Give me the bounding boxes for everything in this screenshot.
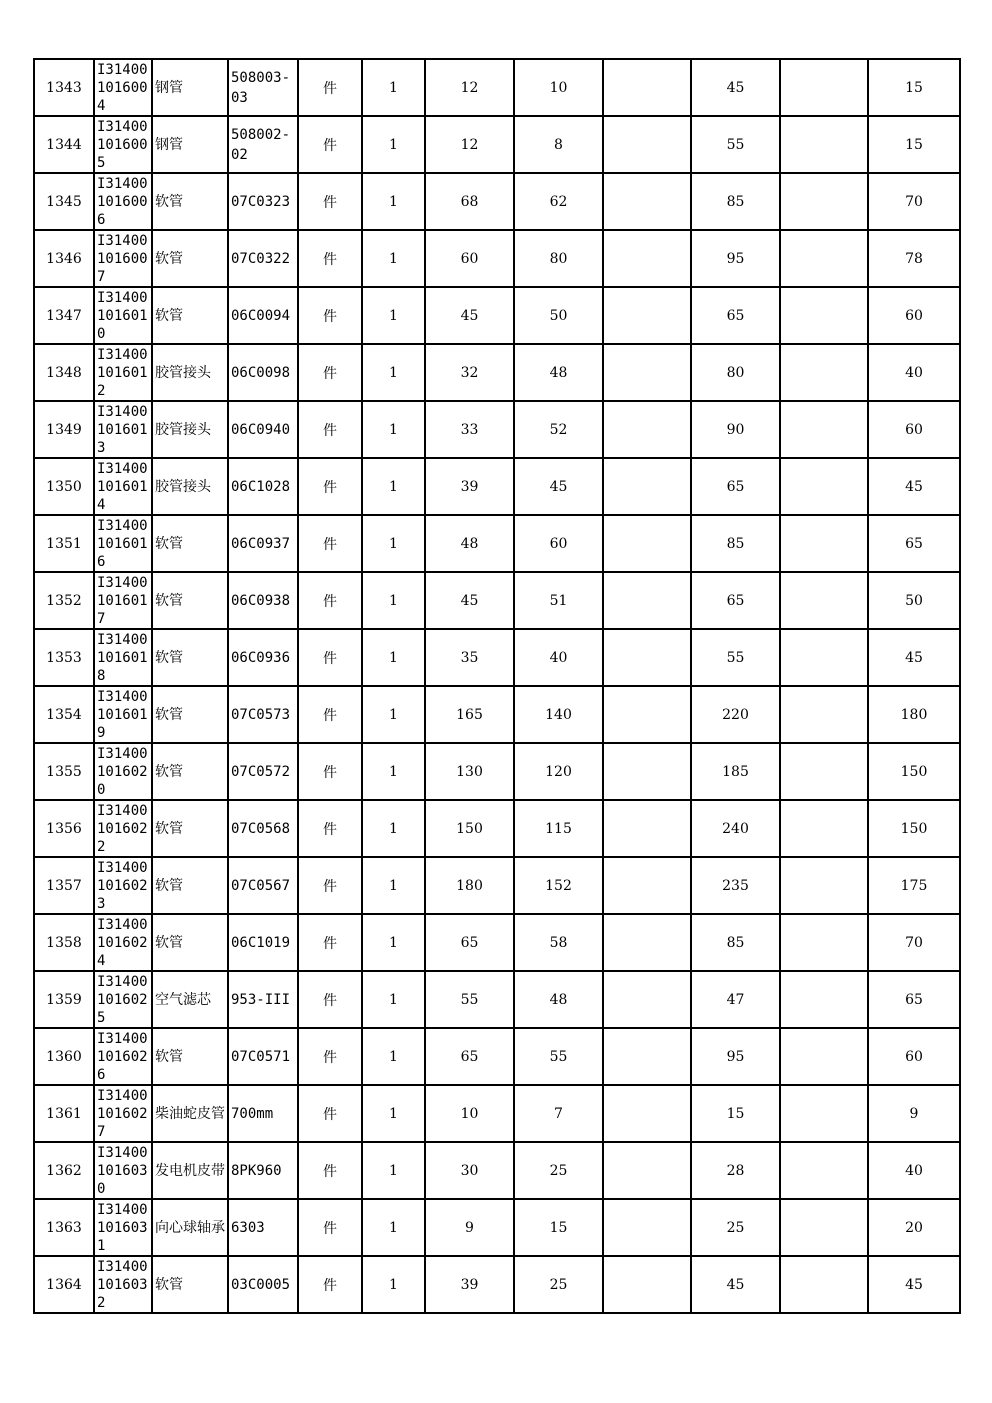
price-2-cell: 115: [514, 800, 603, 857]
price-3-cell: [603, 971, 691, 1028]
price-5-cell: [780, 1256, 868, 1313]
qty-cell: 1: [362, 173, 425, 230]
price-1-cell: 32: [425, 344, 514, 401]
price-3-cell: [603, 116, 691, 173]
name-cell: 软管: [152, 173, 228, 230]
model-cell: 07C0567: [228, 857, 298, 914]
model-cell: 953-III: [228, 971, 298, 1028]
price-1-cell: 48: [425, 515, 514, 572]
price-4-cell: 65: [691, 287, 780, 344]
table-row: [34, 287, 960, 344]
unit-cell: 件: [298, 116, 362, 173]
unit-cell: 件: [298, 629, 362, 686]
seq-cell: 1356: [34, 800, 94, 857]
price-6-cell: 40: [868, 1142, 960, 1199]
code-cell: I314001016017: [94, 572, 152, 629]
name-cell: 钢管: [152, 116, 228, 173]
qty-cell: 1: [362, 287, 425, 344]
price-2-cell: 55: [514, 1028, 603, 1085]
price-4-cell: 90: [691, 401, 780, 458]
name-cell: 胶管接头: [152, 344, 228, 401]
price-5-cell: [780, 1085, 868, 1142]
price-1-cell: 130: [425, 743, 514, 800]
price-6-cell: 15: [868, 59, 960, 116]
price-6-cell: 175: [868, 857, 960, 914]
qty-cell: 1: [362, 458, 425, 515]
price-2-cell: 7: [514, 1085, 603, 1142]
qty-cell: 1: [362, 230, 425, 287]
model-cell: 700mm: [228, 1085, 298, 1142]
price-6-cell: 45: [868, 629, 960, 686]
price-1-cell: 12: [425, 116, 514, 173]
table-row: [34, 344, 960, 401]
unit-cell: 件: [298, 230, 362, 287]
name-cell: 发电机皮带: [152, 1142, 228, 1199]
seq-cell: 1357: [34, 857, 94, 914]
price-1-cell: 39: [425, 1256, 514, 1313]
code-cell: I314001016031: [94, 1199, 152, 1256]
seq-cell: 1345: [34, 173, 94, 230]
price-6-cell: 9: [868, 1085, 960, 1142]
model-cell: 06C0940: [228, 401, 298, 458]
price-6-cell: 45: [868, 458, 960, 515]
price-6-cell: 50: [868, 572, 960, 629]
qty-cell: 1: [362, 800, 425, 857]
table-row: [34, 914, 960, 971]
name-cell: 向心球轴承: [152, 1199, 228, 1256]
name-cell: 软管: [152, 1028, 228, 1085]
model-cell: 07C0322: [228, 230, 298, 287]
price-4-cell: 65: [691, 572, 780, 629]
price-1-cell: 45: [425, 287, 514, 344]
unit-cell: 件: [298, 401, 362, 458]
price-6-cell: 180: [868, 686, 960, 743]
price-5-cell: [780, 59, 868, 116]
price-6-cell: 150: [868, 800, 960, 857]
model-cell: 508002-02: [228, 116, 298, 173]
price-1-cell: 10: [425, 1085, 514, 1142]
price-5-cell: [780, 857, 868, 914]
table-row: [34, 59, 960, 116]
table-row: [34, 401, 960, 458]
unit-cell: 件: [298, 971, 362, 1028]
price-4-cell: 47: [691, 971, 780, 1028]
price-4-cell: 45: [691, 59, 780, 116]
price-5-cell: [780, 173, 868, 230]
price-3-cell: [603, 59, 691, 116]
model-cell: 508003-03: [228, 59, 298, 116]
price-4-cell: 55: [691, 116, 780, 173]
price-3-cell: [603, 1142, 691, 1199]
price-2-cell: 120: [514, 743, 603, 800]
price-5-cell: [780, 629, 868, 686]
price-2-cell: 52: [514, 401, 603, 458]
price-2-cell: 152: [514, 857, 603, 914]
model-cell: 06C0098: [228, 344, 298, 401]
seq-cell: 1360: [34, 1028, 94, 1085]
table-body: [34, 59, 960, 1313]
price-1-cell: 165: [425, 686, 514, 743]
table-row: [34, 971, 960, 1028]
parts-price-table: [33, 58, 961, 1314]
model-cell: 07C0323: [228, 173, 298, 230]
name-cell: 胶管接头: [152, 401, 228, 458]
name-cell: 空气滤芯: [152, 971, 228, 1028]
price-3-cell: [603, 401, 691, 458]
qty-cell: 1: [362, 401, 425, 458]
price-6-cell: 20: [868, 1199, 960, 1256]
seq-cell: 1362: [34, 1142, 94, 1199]
price-5-cell: [780, 401, 868, 458]
price-2-cell: 62: [514, 173, 603, 230]
unit-cell: 件: [298, 287, 362, 344]
model-cell: 06C0936: [228, 629, 298, 686]
code-cell: I314001016026: [94, 1028, 152, 1085]
price-5-cell: [780, 572, 868, 629]
price-4-cell: 28: [691, 1142, 780, 1199]
price-1-cell: 30: [425, 1142, 514, 1199]
seq-cell: 1351: [34, 515, 94, 572]
price-2-cell: 45: [514, 458, 603, 515]
seq-cell: 1348: [34, 344, 94, 401]
unit-cell: 件: [298, 344, 362, 401]
unit-cell: 件: [298, 1028, 362, 1085]
name-cell: 软管: [152, 857, 228, 914]
table-row: [34, 572, 960, 629]
price-5-cell: [780, 287, 868, 344]
unit-cell: 件: [298, 743, 362, 800]
price-5-cell: [780, 458, 868, 515]
price-3-cell: [603, 800, 691, 857]
qty-cell: 1: [362, 686, 425, 743]
price-5-cell: [780, 686, 868, 743]
qty-cell: 1: [362, 59, 425, 116]
model-cell: 06C1028: [228, 458, 298, 515]
price-3-cell: [603, 857, 691, 914]
price-5-cell: [780, 515, 868, 572]
price-4-cell: 95: [691, 230, 780, 287]
unit-cell: 件: [298, 800, 362, 857]
price-6-cell: 15: [868, 116, 960, 173]
price-6-cell: 60: [868, 1028, 960, 1085]
price-5-cell: [780, 1142, 868, 1199]
price-3-cell: [603, 230, 691, 287]
price-4-cell: 85: [691, 914, 780, 971]
table-row: [34, 743, 960, 800]
table-row: [34, 458, 960, 515]
price-2-cell: 140: [514, 686, 603, 743]
price-5-cell: [780, 743, 868, 800]
price-5-cell: [780, 914, 868, 971]
unit-cell: 件: [298, 686, 362, 743]
price-2-cell: 50: [514, 287, 603, 344]
model-cell: 07C0573: [228, 686, 298, 743]
model-cell: 6303: [228, 1199, 298, 1256]
table-row: [34, 686, 960, 743]
table-row: [34, 1142, 960, 1199]
model-cell: 07C0572: [228, 743, 298, 800]
price-5-cell: [780, 344, 868, 401]
unit-cell: 件: [298, 1085, 362, 1142]
table-row: [34, 515, 960, 572]
qty-cell: 1: [362, 857, 425, 914]
code-cell: I314001016023: [94, 857, 152, 914]
price-1-cell: 35: [425, 629, 514, 686]
code-cell: I314001016010: [94, 287, 152, 344]
price-3-cell: [603, 173, 691, 230]
model-cell: 07C0571: [228, 1028, 298, 1085]
code-cell: I314001016024: [94, 914, 152, 971]
price-3-cell: [603, 344, 691, 401]
code-cell: I314001016022: [94, 800, 152, 857]
price-5-cell: [780, 971, 868, 1028]
seq-cell: 1352: [34, 572, 94, 629]
seq-cell: 1350: [34, 458, 94, 515]
price-5-cell: [780, 230, 868, 287]
model-cell: 8PK960: [228, 1142, 298, 1199]
qty-cell: 1: [362, 971, 425, 1028]
table-row: [34, 173, 960, 230]
unit-cell: 件: [298, 572, 362, 629]
seq-cell: 1354: [34, 686, 94, 743]
price-4-cell: 235: [691, 857, 780, 914]
table-row: [34, 857, 960, 914]
unit-cell: 件: [298, 857, 362, 914]
code-cell: I314001016016: [94, 515, 152, 572]
price-4-cell: 85: [691, 515, 780, 572]
seq-cell: 1347: [34, 287, 94, 344]
qty-cell: 1: [362, 1199, 425, 1256]
model-cell: 03C0005: [228, 1256, 298, 1313]
seq-cell: 1349: [34, 401, 94, 458]
price-3-cell: [603, 287, 691, 344]
table-row: [34, 230, 960, 287]
qty-cell: 1: [362, 572, 425, 629]
price-4-cell: 240: [691, 800, 780, 857]
price-5-cell: [780, 1028, 868, 1085]
name-cell: 软管: [152, 629, 228, 686]
price-4-cell: 25: [691, 1199, 780, 1256]
code-cell: I314001016018: [94, 629, 152, 686]
price-3-cell: [603, 914, 691, 971]
name-cell: 钢管: [152, 59, 228, 116]
code-cell: I314001016025: [94, 971, 152, 1028]
table-row: [34, 1085, 960, 1142]
price-4-cell: 95: [691, 1028, 780, 1085]
price-6-cell: 70: [868, 173, 960, 230]
price-5-cell: [780, 116, 868, 173]
price-4-cell: 85: [691, 173, 780, 230]
unit-cell: 件: [298, 1199, 362, 1256]
qty-cell: 1: [362, 344, 425, 401]
price-1-cell: 39: [425, 458, 514, 515]
price-2-cell: 48: [514, 971, 603, 1028]
model-cell: 06C0094: [228, 287, 298, 344]
price-3-cell: [603, 458, 691, 515]
price-3-cell: [603, 515, 691, 572]
code-cell: I314001016004: [94, 59, 152, 116]
price-1-cell: 65: [425, 914, 514, 971]
price-4-cell: 65: [691, 458, 780, 515]
price-6-cell: 45: [868, 1256, 960, 1313]
price-6-cell: 60: [868, 287, 960, 344]
price-3-cell: [603, 743, 691, 800]
price-1-cell: 65: [425, 1028, 514, 1085]
price-6-cell: 150: [868, 743, 960, 800]
price-2-cell: 8: [514, 116, 603, 173]
price-6-cell: 65: [868, 515, 960, 572]
table-row: [34, 800, 960, 857]
price-6-cell: 70: [868, 914, 960, 971]
name-cell: 软管: [152, 515, 228, 572]
table-row: [34, 1256, 960, 1313]
name-cell: 软管: [152, 743, 228, 800]
name-cell: 软管: [152, 800, 228, 857]
price-3-cell: [603, 1028, 691, 1085]
seq-cell: 1344: [34, 116, 94, 173]
qty-cell: 1: [362, 914, 425, 971]
qty-cell: 1: [362, 515, 425, 572]
price-1-cell: 9: [425, 1199, 514, 1256]
price-6-cell: 60: [868, 401, 960, 458]
price-1-cell: 12: [425, 59, 514, 116]
price-2-cell: 80: [514, 230, 603, 287]
seq-cell: 1364: [34, 1256, 94, 1313]
code-cell: I314001016005: [94, 116, 152, 173]
price-6-cell: 40: [868, 344, 960, 401]
price-6-cell: 65: [868, 971, 960, 1028]
price-2-cell: 48: [514, 344, 603, 401]
table-row: [34, 116, 960, 173]
price-1-cell: 180: [425, 857, 514, 914]
price-4-cell: 220: [691, 686, 780, 743]
model-cell: 06C1019: [228, 914, 298, 971]
price-1-cell: 33: [425, 401, 514, 458]
seq-cell: 1363: [34, 1199, 94, 1256]
unit-cell: 件: [298, 173, 362, 230]
price-3-cell: [603, 686, 691, 743]
unit-cell: 件: [298, 914, 362, 971]
price-3-cell: [603, 1085, 691, 1142]
price-4-cell: 15: [691, 1085, 780, 1142]
price-5-cell: [780, 1199, 868, 1256]
price-2-cell: 15: [514, 1199, 603, 1256]
name-cell: 软管: [152, 686, 228, 743]
qty-cell: 1: [362, 1142, 425, 1199]
model-cell: 06C0938: [228, 572, 298, 629]
unit-cell: 件: [298, 1142, 362, 1199]
price-1-cell: 68: [425, 173, 514, 230]
qty-cell: 1: [362, 1028, 425, 1085]
code-cell: I314001016032: [94, 1256, 152, 1313]
price-3-cell: [603, 572, 691, 629]
code-cell: I314001016013: [94, 401, 152, 458]
qty-cell: 1: [362, 743, 425, 800]
name-cell: 柴油蛇皮管: [152, 1085, 228, 1142]
price-2-cell: 25: [514, 1142, 603, 1199]
code-cell: I314001016006: [94, 173, 152, 230]
price-2-cell: 51: [514, 572, 603, 629]
model-cell: 06C0937: [228, 515, 298, 572]
price-2-cell: 25: [514, 1256, 603, 1313]
qty-cell: 1: [362, 629, 425, 686]
price-5-cell: [780, 800, 868, 857]
seq-cell: 1355: [34, 743, 94, 800]
seq-cell: 1359: [34, 971, 94, 1028]
price-2-cell: 60: [514, 515, 603, 572]
code-cell: I314001016030: [94, 1142, 152, 1199]
seq-cell: 1361: [34, 1085, 94, 1142]
code-cell: I314001016019: [94, 686, 152, 743]
code-cell: I314001016027: [94, 1085, 152, 1142]
qty-cell: 1: [362, 1085, 425, 1142]
code-cell: I314001016012: [94, 344, 152, 401]
name-cell: 软管: [152, 230, 228, 287]
price-1-cell: 45: [425, 572, 514, 629]
model-cell: 07C0568: [228, 800, 298, 857]
code-cell: I314001016020: [94, 743, 152, 800]
code-cell: I314001016007: [94, 230, 152, 287]
price-4-cell: 80: [691, 344, 780, 401]
qty-cell: 1: [362, 1256, 425, 1313]
price-3-cell: [603, 629, 691, 686]
unit-cell: 件: [298, 458, 362, 515]
unit-cell: 件: [298, 1256, 362, 1313]
price-2-cell: 10: [514, 59, 603, 116]
seq-cell: 1343: [34, 59, 94, 116]
name-cell: 软管: [152, 914, 228, 971]
qty-cell: 1: [362, 116, 425, 173]
unit-cell: 件: [298, 59, 362, 116]
seq-cell: 1346: [34, 230, 94, 287]
seq-cell: 1358: [34, 914, 94, 971]
table-row: [34, 1028, 960, 1085]
price-1-cell: 55: [425, 971, 514, 1028]
price-1-cell: 150: [425, 800, 514, 857]
unit-cell: 件: [298, 515, 362, 572]
price-2-cell: 58: [514, 914, 603, 971]
table-row: [34, 1199, 960, 1256]
price-2-cell: 40: [514, 629, 603, 686]
price-4-cell: 185: [691, 743, 780, 800]
table-row: [34, 629, 960, 686]
name-cell: 胶管接头: [152, 458, 228, 515]
price-3-cell: [603, 1256, 691, 1313]
price-3-cell: [603, 1199, 691, 1256]
code-cell: I314001016014: [94, 458, 152, 515]
name-cell: 软管: [152, 572, 228, 629]
price-4-cell: 55: [691, 629, 780, 686]
seq-cell: 1353: [34, 629, 94, 686]
name-cell: 软管: [152, 1256, 228, 1313]
price-1-cell: 60: [425, 230, 514, 287]
price-4-cell: 45: [691, 1256, 780, 1313]
name-cell: 软管: [152, 287, 228, 344]
price-6-cell: 78: [868, 230, 960, 287]
